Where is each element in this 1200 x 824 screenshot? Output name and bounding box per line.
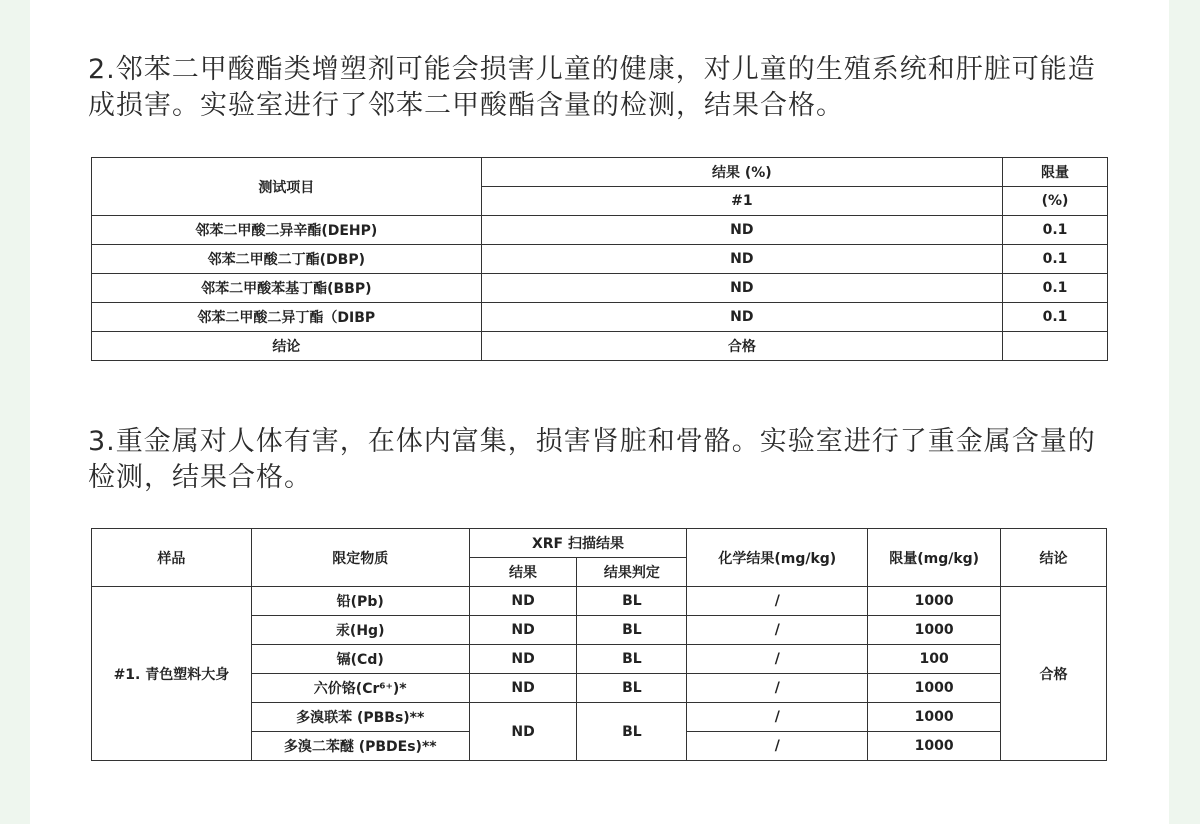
cell-xrf-result: ND	[469, 703, 577, 761]
header-sample: 样品	[92, 529, 252, 587]
table-header-row	[92, 529, 1107, 558]
cell-substance: 六价铬(Cr⁶⁺)*	[251, 674, 469, 703]
cell-substance: 镉(Cd)	[251, 645, 469, 674]
header-chemical-result: 化学结果(mg/kg)	[687, 529, 868, 587]
header-result: 结果 (%)	[481, 158, 1002, 187]
cell-xrf-result: ND	[469, 616, 577, 645]
cell-limit: 100	[868, 645, 1001, 674]
cell-limit: 0.1	[1003, 303, 1108, 332]
header-limit-unit: (%)	[1003, 187, 1108, 216]
conclusion-row	[92, 332, 1108, 361]
header-xrf-judgement: 结果判定	[577, 558, 687, 587]
cell-xrf-result: ND	[469, 587, 577, 616]
header-conclusion: 结论	[1001, 529, 1107, 587]
cell-test-item: 邻苯二甲酸苯基丁酯(BBP)	[92, 274, 482, 303]
cell-conclusion-label: 结论	[92, 332, 482, 361]
cell-xrf-judgement: BL	[577, 674, 687, 703]
cell-substance: 汞(Hg)	[251, 616, 469, 645]
cell-result: ND	[481, 303, 1002, 332]
cell-substance: 多溴联苯 (PBBs)**	[251, 703, 469, 732]
cell-chemical-result: /	[687, 645, 868, 674]
cell-test-item: 邻苯二甲酸二异丁酯（DIBP	[92, 303, 482, 332]
header-substance: 限定物质	[251, 529, 469, 587]
cell-chemical-result: /	[687, 732, 868, 761]
cell-limit: 1000	[868, 616, 1001, 645]
heavy-metal-table	[91, 528, 1107, 761]
cell-result: ND	[481, 245, 1002, 274]
table-row	[92, 274, 1108, 303]
cell-limit: 1000	[868, 732, 1001, 761]
cell-xrf-result: ND	[469, 645, 577, 674]
cell-xrf-judgement: BL	[577, 703, 687, 761]
cell-chemical-result: /	[687, 587, 868, 616]
cell-sample-name: #1. 青色塑料大身	[92, 587, 252, 761]
cell-limit: 0.1	[1003, 216, 1108, 245]
cell-result: ND	[481, 216, 1002, 245]
phthalate-table	[91, 157, 1108, 361]
cell-chemical-result: /	[687, 703, 868, 732]
heavy-metal-paragraph: 3.重金属对人体有害，在体内富集，损害肾脏和骨骼。实验室进行了重金属含量的检测，结果合格。	[88, 426, 1096, 493]
cell-chemical-result: /	[687, 616, 868, 645]
cell-limit: 1000	[868, 587, 1001, 616]
cell-substance: 多溴二苯醚 (PBDEs)**	[251, 732, 469, 761]
cell-limit: 0.1	[1003, 274, 1108, 303]
cell-limit: 0.1	[1003, 245, 1108, 274]
cell-conclusion-value: 合格	[481, 332, 1002, 361]
header-test-item: 测试项目	[92, 158, 482, 216]
cell-limit: 1000	[868, 674, 1001, 703]
cell-test-item: 邻苯二甲酸二丁酯(DBP)	[92, 245, 482, 274]
header-xrf: XRF 扫描结果	[469, 529, 687, 558]
cell-xrf-judgement: BL	[577, 587, 687, 616]
cell-test-item: 邻苯二甲酸二异辛酯(DEHP)	[92, 216, 482, 245]
table-header-row	[92, 158, 1108, 187]
cell-xrf-judgement: BL	[577, 645, 687, 674]
table-row	[92, 303, 1108, 332]
phthalate-paragraph: 2.邻苯二甲酸酯类增塑剂可能会损害儿童的健康，对儿童的生殖系统和肝脏可能造成损害。实验室进行了邻苯二甲酸酯含量的检测，结果合格。	[88, 54, 1096, 121]
cell-chemical-result: /	[687, 674, 868, 703]
cell-substance: 铅(Pb)	[251, 587, 469, 616]
cell-limit: 1000	[868, 703, 1001, 732]
table-row	[92, 245, 1108, 274]
header-xrf-result: 结果	[469, 558, 577, 587]
cell-result: ND	[481, 274, 1002, 303]
header-limit: 限量(mg/kg)	[868, 529, 1001, 587]
header-limit-top: 限量	[1003, 158, 1108, 187]
header-sample-id: #1	[481, 187, 1002, 216]
cell-conclusion-limit	[1003, 332, 1108, 361]
cell-xrf-result: ND	[469, 674, 577, 703]
cell-conclusion: 合格	[1001, 587, 1107, 761]
table-row	[92, 216, 1108, 245]
table-row	[92, 587, 1107, 616]
cell-xrf-judgement: BL	[577, 616, 687, 645]
